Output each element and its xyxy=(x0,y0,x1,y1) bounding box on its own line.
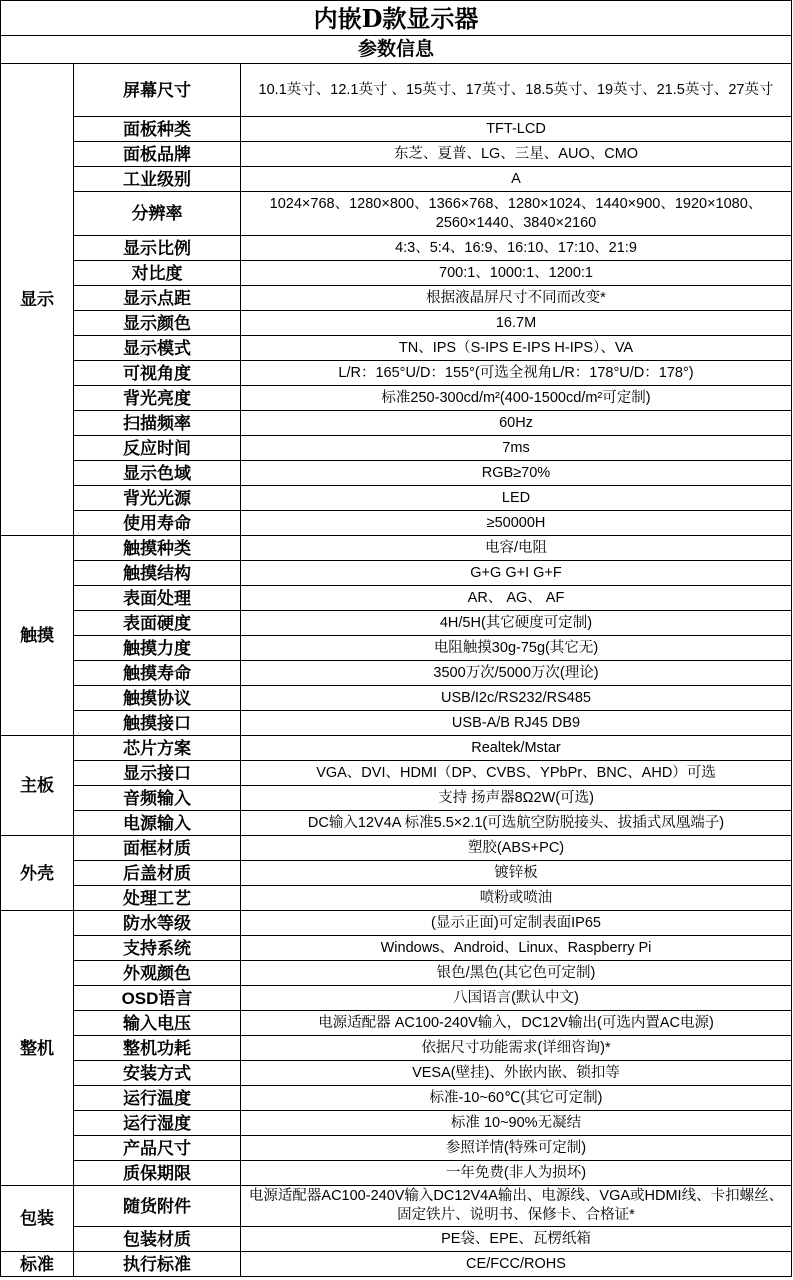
spec-value: 喷粉或喷油 xyxy=(241,886,792,911)
spec-value: 根据液晶屏尺寸不同而改变* xyxy=(241,286,792,311)
spec-label: 安装方式 xyxy=(74,1061,241,1086)
spec-value: 7ms xyxy=(241,436,792,461)
spec-row xyxy=(1,786,792,811)
spec-label: 包装材质 xyxy=(74,1227,241,1252)
spec-label: 显示色域 xyxy=(74,461,241,486)
category-cell: 外壳 xyxy=(1,836,74,911)
spec-value: 3500万次/5000万次(理论) xyxy=(241,661,792,686)
spec-value: 4:3、5:4、16:9、16:10、17:10、21:9 xyxy=(241,236,792,261)
spec-row xyxy=(1,986,792,1011)
category-cell: 主板 xyxy=(1,736,74,836)
spec-label: 面板品牌 xyxy=(74,142,241,167)
spec-value: 支持 扬声器8Ω2W(可选) xyxy=(241,786,792,811)
spec-row xyxy=(1,336,792,361)
spec-value: 4H/5H(其它硬度可定制) xyxy=(241,611,792,636)
spec-row xyxy=(1,636,792,661)
spec-value: USB/I2c/RS232/RS485 xyxy=(241,686,792,711)
spec-row xyxy=(1,1136,792,1161)
spec-value: VGA、DVI、HDMI（DP、CVBS、YPbPr、BNC、AHD）可选 xyxy=(241,761,792,786)
category-cell: 标准 xyxy=(1,1252,74,1277)
spec-value: 标准250-300cd/m²(400-1500cd/m²可定制) xyxy=(241,386,792,411)
spec-label: 音频输入 xyxy=(74,786,241,811)
spec-label: 触摸力度 xyxy=(74,636,241,661)
spec-value: 塑胶(ABS+PC) xyxy=(241,836,792,861)
spec-row xyxy=(1,686,792,711)
spec-value: PE袋、EPE、瓦楞纸箱 xyxy=(241,1227,792,1252)
spec-label: 分辨率 xyxy=(74,192,241,236)
spec-value: 东芝、夏普、LG、三星、AUO、CMO xyxy=(241,142,792,167)
spec-label: 后盖材质 xyxy=(74,861,241,886)
spec-label: 面框材质 xyxy=(74,836,241,861)
spec-row xyxy=(1,536,792,561)
spec-label: 输入电压 xyxy=(74,1011,241,1036)
spec-value: 标准 10~90%无凝结 xyxy=(241,1111,792,1136)
spec-value: A xyxy=(241,167,792,192)
spec-label: 随货附件 xyxy=(74,1186,241,1227)
spec-row xyxy=(1,311,792,336)
spec-value: 一年免费(非人为损坏) xyxy=(241,1161,792,1186)
spec-row xyxy=(1,561,792,586)
spec-label: 质保期限 xyxy=(74,1161,241,1186)
spec-row xyxy=(1,1252,792,1277)
title-row xyxy=(1,1,792,36)
spec-row xyxy=(1,142,792,167)
spec-value: 八国语言(默认中文) xyxy=(241,986,792,1011)
spec-label: 触摸结构 xyxy=(74,561,241,586)
spec-row xyxy=(1,886,792,911)
spec-label: 使用寿命 xyxy=(74,511,241,536)
category-cell: 显示 xyxy=(1,64,74,536)
spec-value: 参照详情(特殊可定制) xyxy=(241,1136,792,1161)
spec-value: 10.1英寸、12.1英寸 、15英寸、17英寸、18.5英寸、19英寸、21.5英寸、27英寸 xyxy=(241,64,792,117)
spec-value: TN、IPS（S-IPS E-IPS H-IPS）、VA xyxy=(241,336,792,361)
spec-label: 处理工艺 xyxy=(74,886,241,911)
spec-row xyxy=(1,961,792,986)
spec-label: 触摸接口 xyxy=(74,711,241,736)
spec-value: 1024×768、1280×800、1366×768、1280×1024、1440×900、1920×1080、2560×1440、3840×2160 xyxy=(241,192,792,236)
spec-value: 标准-10~60℃(其它可定制) xyxy=(241,1086,792,1111)
spec-value: 依据尺寸功能需求(详细咨询)* xyxy=(241,1036,792,1061)
spec-value: 700:1、1000:1、1200:1 xyxy=(241,261,792,286)
spec-value: 电源适配器AC100-240V输入DC12V4A输出、电源线、VGA或HDMI线、卡扣螺丝、固定铁片、说明书、保修卡、合格证* xyxy=(241,1186,792,1227)
spec-value: AR、 AG、 AF xyxy=(241,586,792,611)
spec-row xyxy=(1,911,792,936)
spec-value: DC输入12V4A 标准5.5×2.1(可选航空防脱接头、拔插式凤凰端子) xyxy=(241,811,792,836)
spec-value: 镀锌板 xyxy=(241,861,792,886)
spec-row xyxy=(1,261,792,286)
spec-row xyxy=(1,936,792,961)
spec-value: 60Hz xyxy=(241,411,792,436)
spec-value: 电源适配器 AC100-240V输入，DC12V输出(可选内置AC电源) xyxy=(241,1011,792,1036)
spec-row xyxy=(1,411,792,436)
spec-row xyxy=(1,286,792,311)
spec-label: 显示接口 xyxy=(74,761,241,786)
spec-label: 电源输入 xyxy=(74,811,241,836)
spec-label: 对比度 xyxy=(74,261,241,286)
spec-label: 触摸协议 xyxy=(74,686,241,711)
spec-value: TFT-LCD xyxy=(241,117,792,142)
spec-row xyxy=(1,361,792,386)
spec-value: L/R：165°U/D：155°(可选全视角L/R：178°U/D：178°) xyxy=(241,361,792,386)
spec-label: 反应时间 xyxy=(74,436,241,461)
spec-label: 触摸寿命 xyxy=(74,661,241,686)
spec-label: 执行标准 xyxy=(74,1252,241,1277)
spec-label: 产品尺寸 xyxy=(74,1136,241,1161)
spec-row xyxy=(1,461,792,486)
spec-value: 16.7M xyxy=(241,311,792,336)
spec-row xyxy=(1,861,792,886)
spec-label: 面板种类 xyxy=(74,117,241,142)
spec-label: 显示比例 xyxy=(74,236,241,261)
spec-label: OSD语言 xyxy=(74,986,241,1011)
spec-label: 表面处理 xyxy=(74,586,241,611)
spec-value: VESA(壁挂)、外嵌内嵌、锁扣等 xyxy=(241,1061,792,1086)
spec-label: 扫描频率 xyxy=(74,411,241,436)
category-cell: 包装 xyxy=(1,1186,74,1252)
spec-value: USB-A/B RJ45 DB9 xyxy=(241,711,792,736)
subtitle-row xyxy=(1,36,792,64)
spec-row xyxy=(1,586,792,611)
spec-label: 可视角度 xyxy=(74,361,241,386)
spec-label: 显示点距 xyxy=(74,286,241,311)
spec-value: (显示正面)可定制表面IP65 xyxy=(241,911,792,936)
spec-row xyxy=(1,736,792,761)
spec-label: 支持系统 xyxy=(74,936,241,961)
spec-row xyxy=(1,611,792,636)
spec-row xyxy=(1,1086,792,1111)
spec-row xyxy=(1,64,792,117)
spec-value: G+G G+I G+F xyxy=(241,561,792,586)
spec-row xyxy=(1,1227,792,1252)
spec-label: 运行温度 xyxy=(74,1086,241,1111)
spec-label: 运行湿度 xyxy=(74,1111,241,1136)
spec-row xyxy=(1,1111,792,1136)
spec-row xyxy=(1,1011,792,1036)
spec-row xyxy=(1,761,792,786)
spec-value: CE/FCC/ROHS xyxy=(241,1252,792,1277)
spec-label: 表面硬度 xyxy=(74,611,241,636)
spec-label: 整机功耗 xyxy=(74,1036,241,1061)
spec-label: 工业级别 xyxy=(74,167,241,192)
spec-row xyxy=(1,386,792,411)
spec-value: Windows、Android、Linux、Raspberry Pi xyxy=(241,936,792,961)
spec-row xyxy=(1,1036,792,1061)
spec-row xyxy=(1,1161,792,1186)
spec-row xyxy=(1,511,792,536)
spec-label: 背光亮度 xyxy=(74,386,241,411)
spec-value: LED xyxy=(241,486,792,511)
spec-row xyxy=(1,1186,792,1227)
spec-row xyxy=(1,167,792,192)
spec-row xyxy=(1,661,792,686)
spec-value: Realtek/Mstar xyxy=(241,736,792,761)
category-cell: 触摸 xyxy=(1,536,74,736)
spec-row xyxy=(1,117,792,142)
spec-row xyxy=(1,811,792,836)
spec-label: 显示模式 xyxy=(74,336,241,361)
spec-row xyxy=(1,436,792,461)
spec-label: 背光光源 xyxy=(74,486,241,511)
spec-label: 外观颜色 xyxy=(74,961,241,986)
section-heading: 参数信息 xyxy=(1,36,792,64)
category-cell: 整机 xyxy=(1,911,74,1186)
spec-row xyxy=(1,1061,792,1086)
spec-value: 银色/黑色(其它色可定制) xyxy=(241,961,792,986)
spec-label: 屏幕尺寸 xyxy=(74,64,241,117)
spec-label: 显示颜色 xyxy=(74,311,241,336)
spec-label: 芯片方案 xyxy=(74,736,241,761)
spec-value: RGB≥70% xyxy=(241,461,792,486)
spec-value: 电阻触摸30g-75g(其它无) xyxy=(241,636,792,661)
spec-label: 触摸种类 xyxy=(74,536,241,561)
spec-row xyxy=(1,486,792,511)
spec-label: 防水等级 xyxy=(74,911,241,936)
page-title: 内嵌D款显示器 xyxy=(1,1,792,36)
spec-row xyxy=(1,236,792,261)
spec-row xyxy=(1,192,792,236)
spec-value: ≥50000H xyxy=(241,511,792,536)
spec-row xyxy=(1,836,792,861)
spec-value: 电容/电阻 xyxy=(241,536,792,561)
spec-row xyxy=(1,711,792,736)
